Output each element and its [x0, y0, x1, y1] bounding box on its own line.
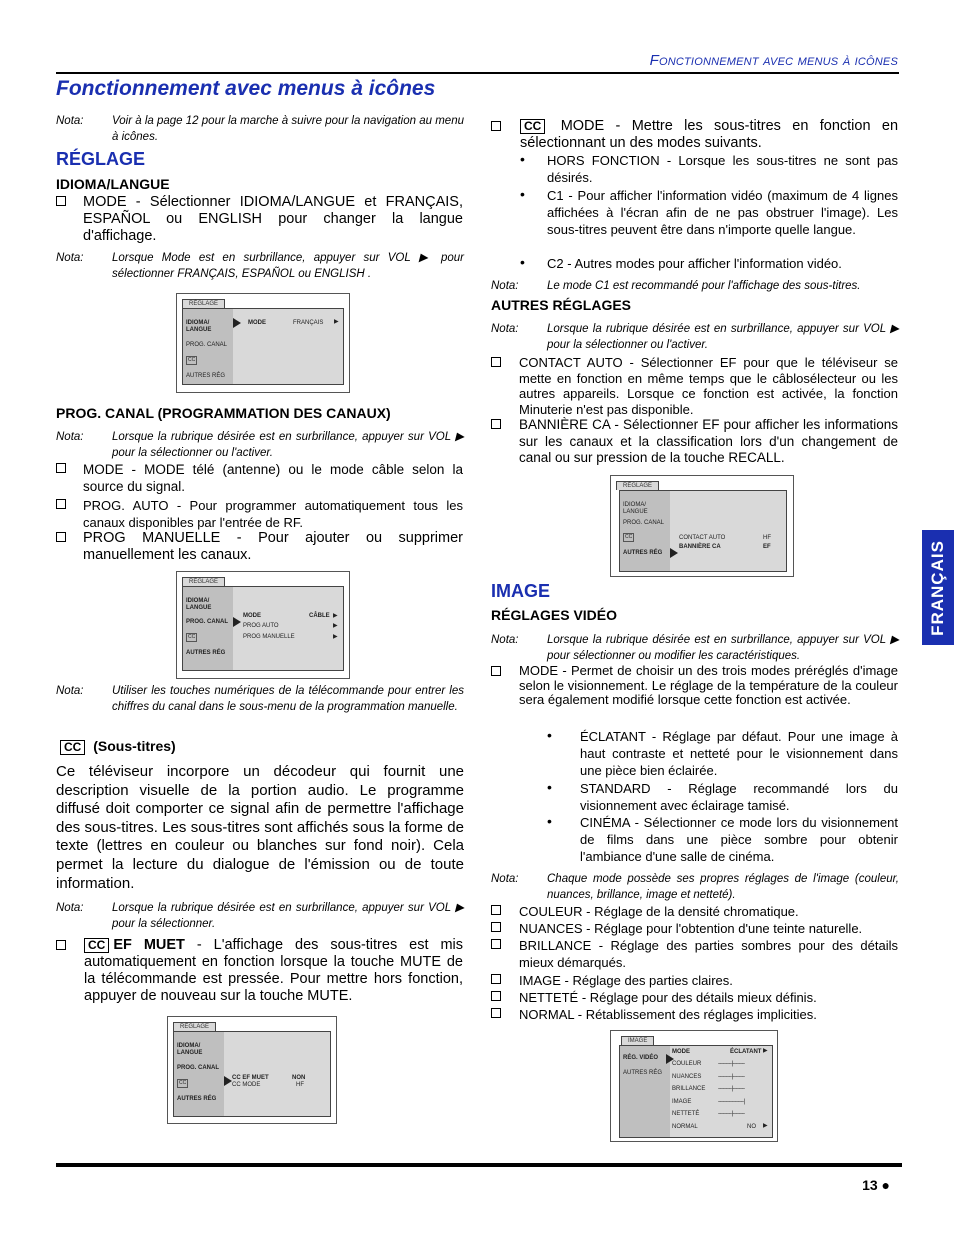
prog-item-manuelle: PROG MANUELLE - Pour ajouter ou supprimer manuellement les canaux. [56, 530, 464, 564]
idioma-heading: IDIOMA/LANGUE [56, 176, 170, 192]
bullet-dot: • [520, 254, 525, 270]
slider-nuances: ---------|-------- [718, 1074, 745, 1080]
bullet-dot: • [547, 813, 552, 829]
right-arrow-icon: ▶ [333, 613, 338, 619]
right-arrow-icon: ▶ [334, 319, 339, 325]
cc-heading: CC (Sous-titres) [60, 738, 176, 755]
top-rule [56, 72, 899, 74]
nota-numeric: Nota: Utiliser les touches numériques de la télécommande pour entrer les chiffres du canal dans le sous-menu de la programmation manuelle. [56, 685, 464, 713]
cc-mode-hors-fonction: HORS FONCTION - Lorsque les sous-titres ne sont pas désirés. [547, 153, 898, 185]
idioma-mode-item: MODE - Sélectionner IDIOMA/LANGUE et FRANÇAIS, ESPAÑOL ou ENGLISH pour changer la langue d'affichage. [56, 194, 464, 246]
menu-item-cc: CC [188, 357, 196, 363]
menu-diagram-prog-canal: RÉGLAGE IDIOMA/ LANGUE PROG. CANAL CC AUTRES RÉG MODE PROG AUTO PROG MANUELLE CÂBLE ▶ ▶ ▶ [176, 571, 350, 679]
page-title: Fonctionnement avec menus à icônes [56, 77, 436, 100]
right-arrow-icon: ▶ [333, 623, 338, 629]
video-item-brillance: BRILLANCE - Réglage des parties sombres pour des détails mieux démarqués. [491, 937, 899, 971]
nota-cc-select: Nota: Lorsque la rubrique désirée est en surbrillance, appuyer sur VOL ▶ pour la sélectionner. [56, 902, 464, 930]
reglage-heading: RÉGLAGE [56, 149, 146, 169]
image-mode-standard: STANDARD - Réglage recommandé lors du visionnement avec éclairage tamisé. [580, 781, 898, 813]
cc-badge-icon: CC [84, 938, 109, 953]
autres-heading: AUTRES RÉGLAGES [491, 297, 632, 313]
right-arrow-icon: ▶ [763, 1048, 768, 1054]
cc-ef-muet-item: CC EF MUET - L'affichage des sous-titres est mis automatiquement en fonction lorsque la touche MUTE de la télécommande est pressée. Pour mettre hors fonction, appuyer de nouveau sur la touche MUTE. [56, 937, 464, 1007]
prog-canal-heading: PROG. CANAL (PROGRAMMATION DES CANAUX) [56, 405, 391, 421]
running-title: Fonctionnement avec menus à icônes [649, 52, 898, 69]
cc-mode-c2: C2 - Autres modes pour afficher l'information vidéo. [547, 256, 842, 271]
nota-navigation: Nota: Voir à la page 12 pour la marche à suivre pour la navigation au menu à icônes. [56, 115, 464, 143]
cc-description: Ce téléviseur incorpore un décodeur qui fournit une description visuelle de la portion audio. Le programme diffusé doit comporter ce signal afin de permettre l'affichage des sous-titres. Les sous-titres sont affichés sous la forme de texte (lettres en couleur ou blanches sur fond noir). Cela permet la lecture du dialogue de l'émission ou de toute information. [56, 763, 464, 892]
menu-item-idioma: IDIOMA/ LANGUE [186, 320, 212, 333]
nota-mode: Nota: Lorsque Mode est en surbrillance, appuyer sur VOL ▶ pour sélectionner FRANÇAIS, ESPAÑOL ou ENGLISH . [56, 252, 464, 280]
nota-c1: Nota: Le mode C1 est recommandé pour l'affichage des sous-titres. [491, 280, 861, 292]
slider-brillance: ---------|-------- [718, 1086, 745, 1092]
page-number: 13 ● [862, 1177, 890, 1193]
image-mode-item: MODE - Permet de choisir un des trois modes préréglés d'image selon le visionnement. Le réglage de la température de la couleur sera également modifié lorsque cette fonction est activée. [491, 664, 899, 726]
nota-prog: Nota: Lorsque la rubrique désirée est en surbrillance, appuyer sur VOL ▶ pour la sélectionner ou l'activer. [56, 431, 464, 459]
menu-diagram-idioma: RÉGLAGE IDIOMA/ LANGUE PROG. CANAL CC AUTRES RÉG MODE FRANÇAIS ▶ [176, 293, 350, 393]
bottom-rule [56, 1163, 902, 1167]
nota-autres: Nota: Lorsque la rubrique désirée est en surbrillance, appuyer sur VOL ▶ pour la sélectionner ou l'activer. [491, 323, 899, 351]
right-arrow-icon: ▶ [333, 634, 338, 640]
video-item-nettete: NETTETÉ - Réglage pour des détails mieux définis. [491, 989, 899, 1007]
slider-image: -----------------| [718, 1099, 745, 1105]
pointer-arrow-icon [670, 548, 678, 558]
image-mode-eclatant: ÉCLATANT - Réglage par défaut. Pour une image à haut contraste et netteté pour le visionnement dans une pièce bien éclairée. [580, 729, 898, 778]
bullet-box [56, 196, 66, 206]
video-item-nuances: NUANCES - Réglage pour l'obtention d'une teinte naturelle. [491, 920, 899, 938]
menu-diagram-cc: RÉGLAGE IDIOMA/ LANGUE PROG. CANAL CC AUTRES RÉG CC EF MUET CC MODE NON HF [167, 1016, 337, 1124]
pointer-arrow-icon [233, 617, 241, 627]
nota-video: Nota: Lorsque la rubrique désirée est en surbrillance, appuyer sur VOL ▶ pour sélectionner ou modifier les caractéristiques. [491, 634, 899, 662]
pointer-arrow-icon [224, 1076, 232, 1086]
pointer-arrow-icon [233, 318, 241, 328]
slider-nettete: ---------|-------- [718, 1111, 745, 1117]
menu-diagram-autres: RÉGLAGE IDIOMA/ LANGUE PROG. CANAL CC AUTRES RÉG CONTACT AUTO BANNIÈRE CA HF EF [610, 475, 794, 577]
bullet-dot: • [520, 186, 525, 202]
image-mode-cinema: CINÉMA - Sélectionner ce mode lors du visionnement de films dans une pièce sombre pour obtenir l'ambiance d'une salle de cinéma. [580, 815, 898, 864]
prog-item-auto: PROG. AUTO - Pour programmer automatiquement tous les canaux disponibles par l'entrée de RF. [56, 497, 464, 531]
slider-couleur: ---------|-------- [718, 1061, 745, 1067]
video-item-image: IMAGE - Réglage des parties claires. [491, 972, 899, 990]
cc-badge-icon: CC [520, 119, 545, 134]
cc-badge-icon: CC [60, 740, 85, 755]
prog-item-mode: MODE - MODE télé (antenne) ou le mode câble selon la source du signal. [56, 461, 464, 495]
menu-diagram-image: IMAGE RÉG. VIDÉO AUTRES RÉG MODE ÉCLATANT ▶ COULEUR NUANCES BRILLANCE IMAGE NETTETÉ NORMAL ---------|-------- ---------|-------- ---------|-------- -----------------| ---------|-------- NO ▶ [610, 1030, 778, 1142]
contact-auto-item: CONTACT AUTO - Sélectionner EF pour que le téléviseur se mette en fonction en même temps que le câblosélecteur ou les autres appareils. Lorsque ce fonction est activée, la fonction Minuterie n'est pas disponible. [491, 355, 899, 419]
nota-modes: Nota: Chaque mode possède ses propres réglages de l'image (couleur, nuances, brillance, image et netteté). [491, 873, 899, 901]
cc-mode-c1: C1 - Pour afficher l'information vidéo (maximum de 4 lignes affichées à l'écran afin de ne pas obstruer l'image). Les sous-titres peuvent être dans n'importe quelle langue. [547, 188, 898, 237]
video-item-couleur: COULEUR - Réglage de la densité chromatique. [491, 903, 899, 921]
language-side-tab: FRANÇAIS [922, 530, 954, 645]
bullet-dot: • [547, 779, 552, 795]
cc-mode-item: CC MODE - Mettre les sous-titres en fonction en sélectionnant un des modes suivants. [491, 118, 899, 154]
menu-item-prog-canal: PROG. CANAL [186, 342, 228, 348]
menu-item-autres: AUTRES RÉG [186, 373, 226, 379]
banniere-ca-item: BANNIÈRE CA - Sélectionner EF pour afficher les informations sur les canaux et la classification lors d'un changement de canal ou sur pression de la touche RECALL. [491, 417, 899, 467]
video-heading: RÉGLAGES VIDÉO [491, 607, 618, 623]
right-arrow-icon: ▶ [763, 1123, 768, 1129]
bullet-dot: • [520, 151, 525, 167]
image-heading: IMAGE [491, 581, 551, 601]
video-item-normal: NORMAL - Rétablissement des réglages implicities. [491, 1006, 899, 1024]
bullet-dot: • [547, 727, 552, 743]
